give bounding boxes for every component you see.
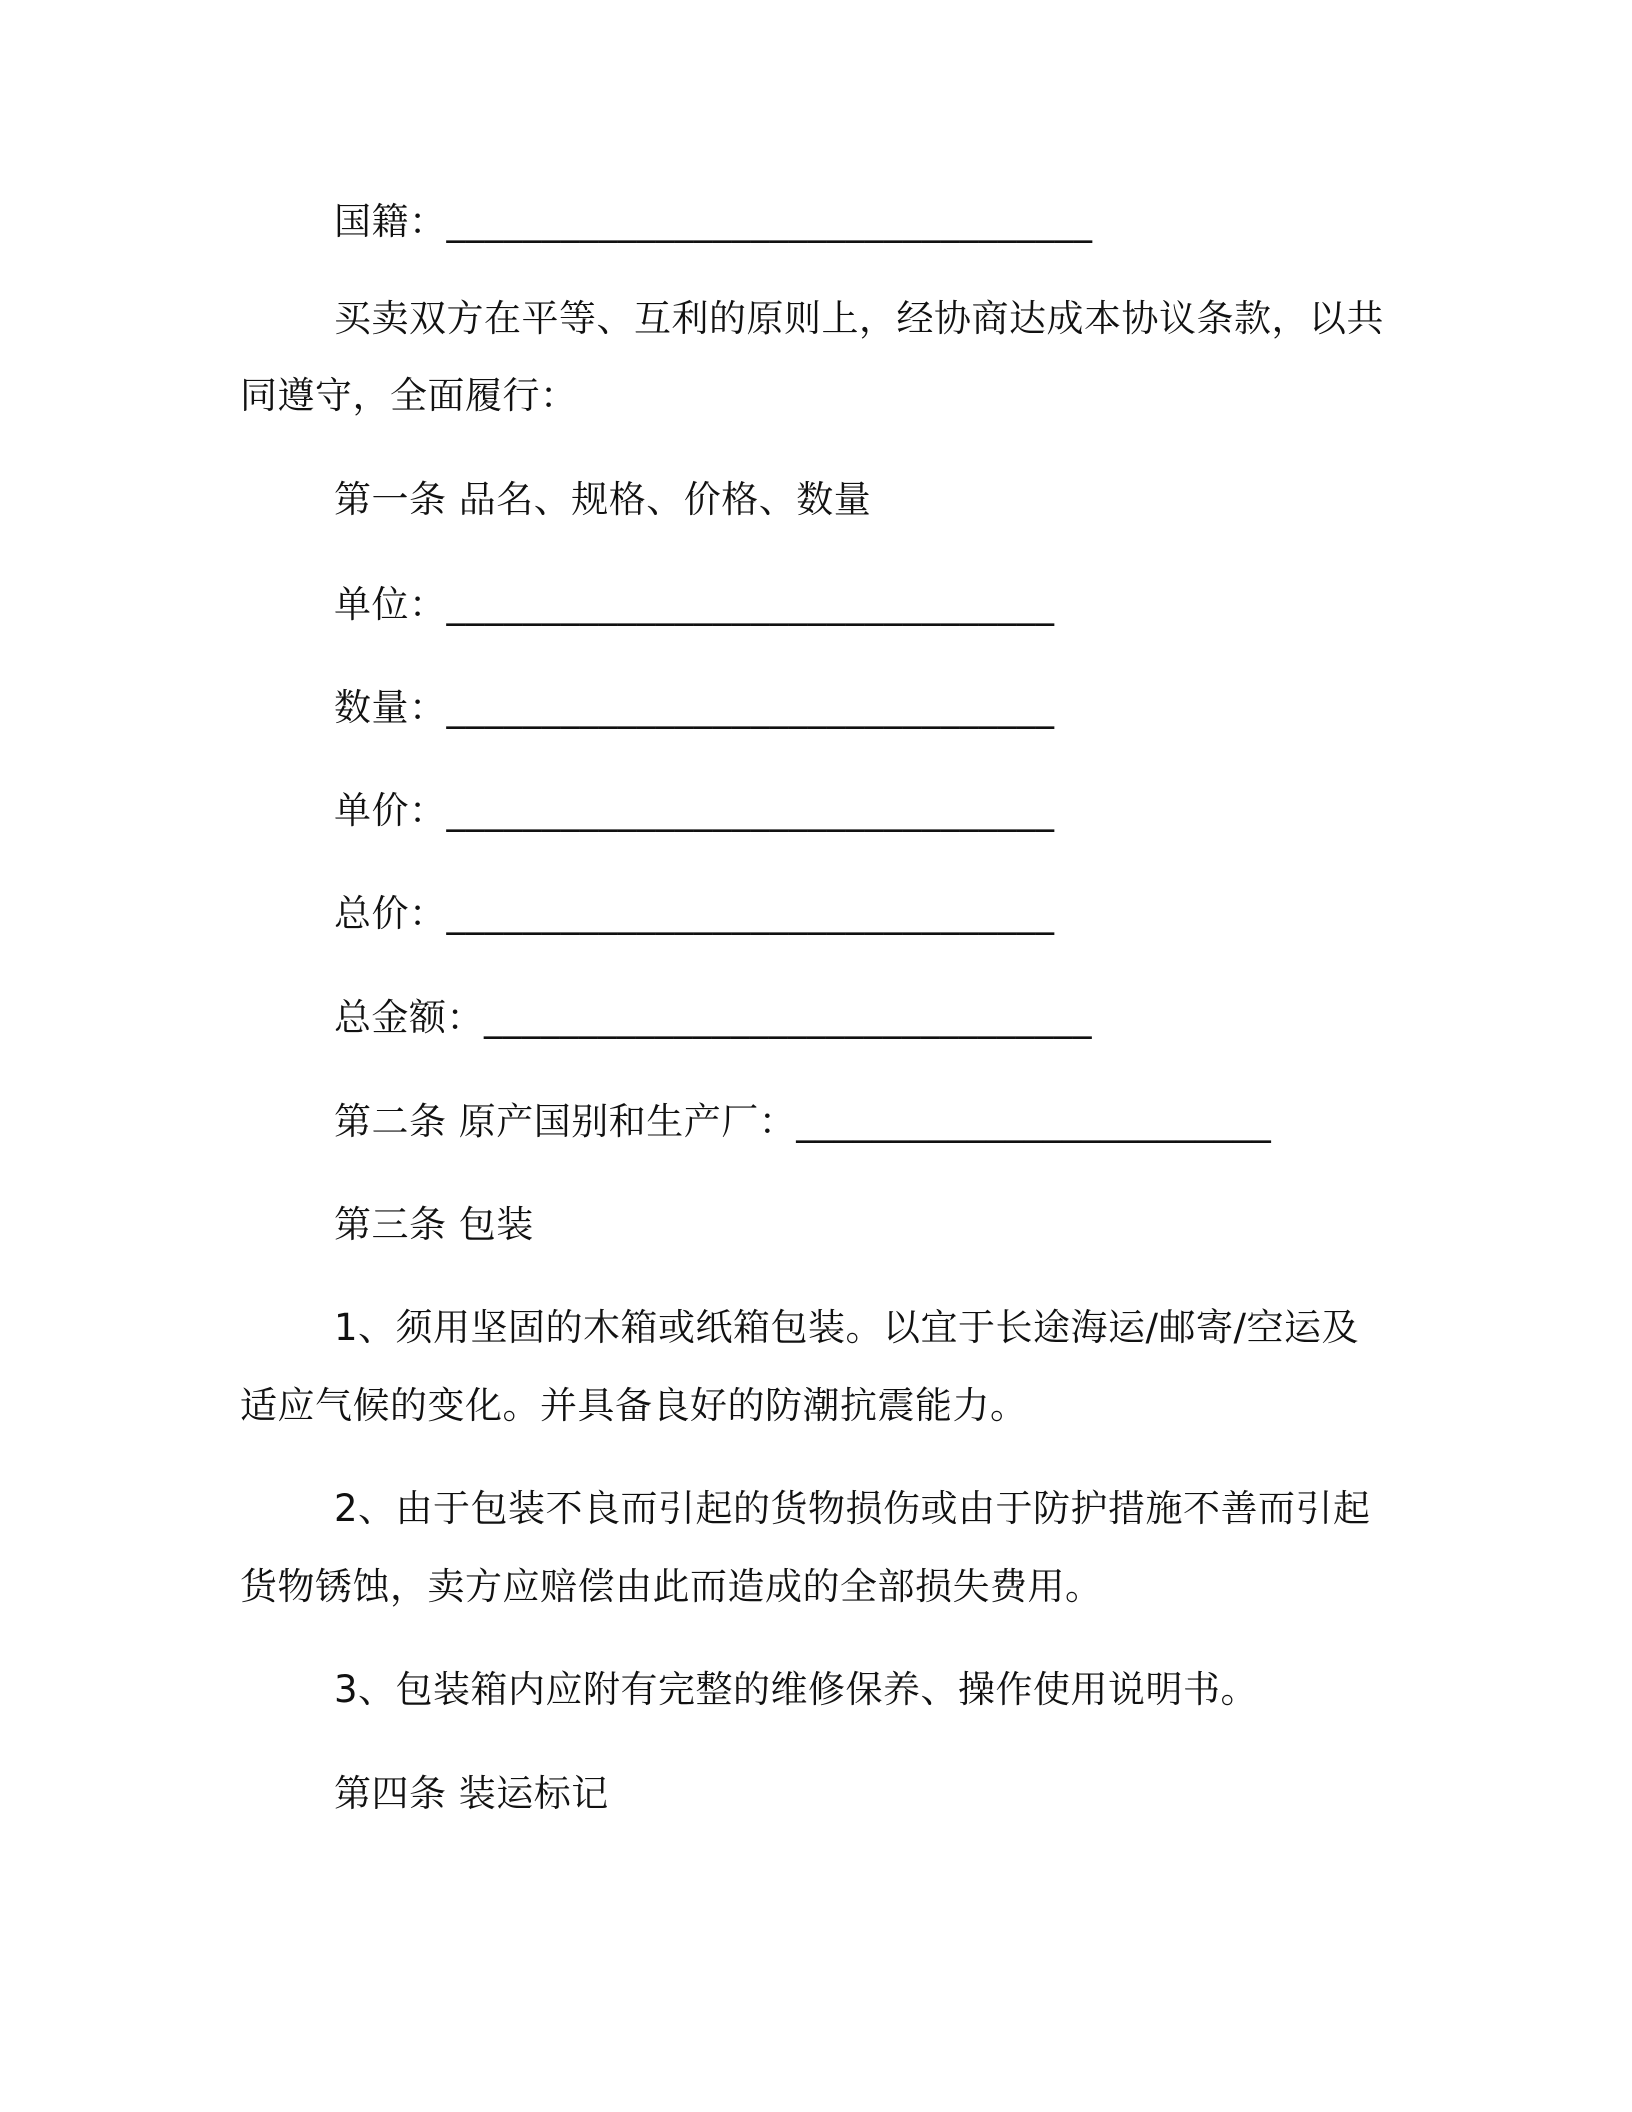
packing-item-3-line: 3、包装箱内应附有完整的维修保养、操作使用说明书。 [334,1668,1259,1711]
article-3-heading: 第三条 包装 [334,1203,534,1246]
nationality-line: 国籍：__________________________________ [334,200,1093,243]
total-amount-line: 总金额：________________________________ [334,996,1092,1039]
packing-item-1-line-2: 适应气候的变化。并具备良好的防潮抗震能力。 [240,1384,1028,1427]
article-1-heading: 第一条 品名、规格、价格、数量 [334,478,872,521]
article-2-line: 第二条 原产国别和生产厂：_________________________ [334,1100,1272,1143]
preamble-line-1: 买卖双方在平等、互利的原则上，经协商达成本协议条款，以共 [334,297,1384,340]
unit-price-line: 单价：________________________________ [334,789,1055,832]
total-price-line: 总价：________________________________ [334,892,1055,935]
quantity-line: 数量：________________________________ [334,686,1055,729]
unit-line: 单位：________________________________ [334,583,1055,626]
packing-item-2-line-2: 货物锈蚀，卖方应赔偿由此而造成的全部损失费用。 [240,1565,1103,1608]
packing-item-1-line-1: 1、须用坚固的木箱或纸箱包装。以宜于长途海运/邮寄/空运及 [334,1306,1359,1349]
packing-item-2-line-1: 2、由于包装不良而引起的货物损伤或由于防护措施不善而引起 [334,1487,1371,1530]
article-4-heading: 第四条 装运标记 [334,1772,609,1815]
preamble-line-2: 同遵守，全面履行： [240,374,578,417]
